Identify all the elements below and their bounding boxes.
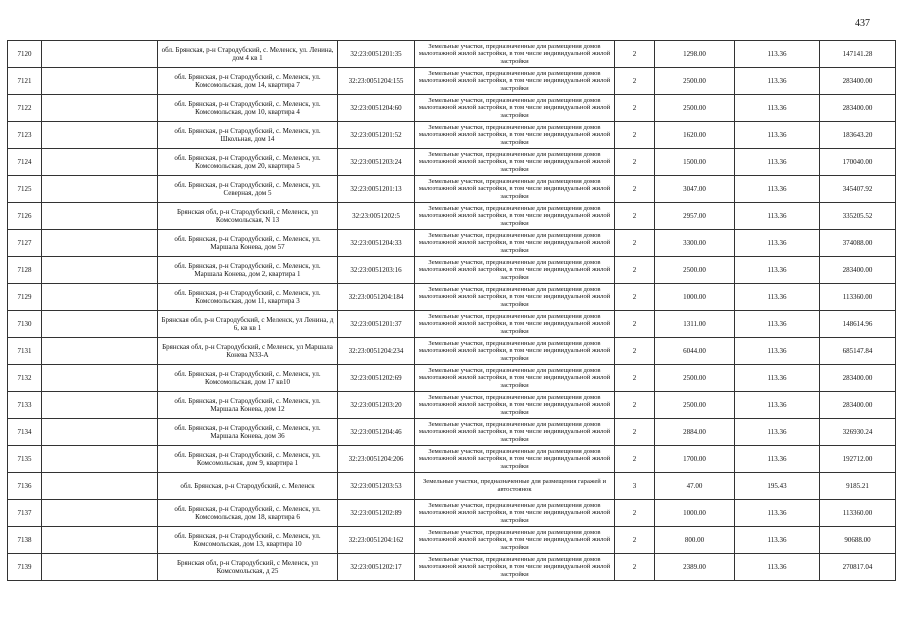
table-row: [8, 95, 896, 122]
address-cell: Брянская обл, р-н Стародубский, с Меленск, ул Маршала Конева N33-А: [158, 338, 338, 365]
cadastral-value-cell: 192712.00: [820, 446, 896, 473]
table-row: [8, 527, 896, 554]
use-category-cell: 2: [615, 419, 655, 446]
cadastral-number-cell: 32:23:0051204:206: [338, 446, 415, 473]
land-register-table: [7, 40, 896, 581]
cadastral-number-cell: 32:23:0051201:13: [338, 176, 415, 203]
address-cell: Брянская обл, р-н Стародубский, с Меленск, ул Комсомольская, N 13: [158, 203, 338, 230]
permitted-use-cell: Земельные участки, предназначенные для размещения гаражей и автостоянок: [415, 473, 615, 500]
use-category-cell: 2: [615, 149, 655, 176]
permitted-use-cell: Земельные участки, предназначенные для размещения домов малоэтажной жилой застройки, в том числе индивидуальной жилой застройки: [415, 554, 615, 581]
area-cell: 6044.00: [655, 338, 735, 365]
permitted-use-cell: Земельные участки, предназначенные для размещения домов малоэтажной жилой застройки, в том числе индивидуальной жилой застройки: [415, 230, 615, 257]
cadastral-value-cell: 170040.00: [820, 149, 896, 176]
cadastral-value-cell: 326930.24: [820, 419, 896, 446]
cadastral-number-cell: 32:23:0051202:5: [338, 203, 415, 230]
blank-cell: [42, 419, 158, 446]
row-number-cell: 7134: [8, 419, 42, 446]
row-number-cell: 7129: [8, 284, 42, 311]
address-cell: обл. Брянская, р-н Стародубский, с. Меленск, ул. Комсомольская, дом 17 кв10: [158, 365, 338, 392]
specific-value-cell: 113.36: [735, 257, 820, 284]
blank-cell: [42, 122, 158, 149]
specific-value-cell: 113.36: [735, 203, 820, 230]
permitted-use-cell: Земельные участки, предназначенные для размещения домов малоэтажной жилой застройки, в том числе индивидуальной жилой застройки: [415, 365, 615, 392]
area-cell: 1700.00: [655, 446, 735, 473]
row-number-cell: 7124: [8, 149, 42, 176]
cadastral-number-cell: 32:23:0051202:89: [338, 500, 415, 527]
use-category-cell: 2: [615, 257, 655, 284]
blank-cell: [42, 149, 158, 176]
table-row: [8, 122, 896, 149]
address-cell: обл. Брянская, р-н Стародубский, с. Меленск, ул. Комсомольская, дом 18, квартира 6: [158, 500, 338, 527]
cadastral-value-cell: 147141.28: [820, 41, 896, 68]
area-cell: 3047.00: [655, 176, 735, 203]
permitted-use-cell: Земельные участки, предназначенные для размещения домов малоэтажной жилой застройки, в том числе индивидуальной жилой застройки: [415, 419, 615, 446]
row-number-cell: 7120: [8, 41, 42, 68]
cadastral-value-cell: 283400.00: [820, 392, 896, 419]
area-cell: 2884.00: [655, 419, 735, 446]
area-cell: 1000.00: [655, 284, 735, 311]
use-category-cell: 2: [615, 554, 655, 581]
area-cell: 1620.00: [655, 122, 735, 149]
table-row: [8, 203, 896, 230]
area-cell: 2500.00: [655, 95, 735, 122]
area-cell: 1500.00: [655, 149, 735, 176]
cadastral-value-cell: 183643.20: [820, 122, 896, 149]
blank-cell: [42, 95, 158, 122]
blank-cell: [42, 203, 158, 230]
row-number-cell: 7127: [8, 230, 42, 257]
blank-cell: [42, 554, 158, 581]
blank-cell: [42, 41, 158, 68]
row-number-cell: 7131: [8, 338, 42, 365]
table-row: [8, 149, 896, 176]
permitted-use-cell: Земельные участки, предназначенные для размещения домов малоэтажной жилой застройки, в том числе индивидуальной жилой застройки: [415, 500, 615, 527]
specific-value-cell: 113.36: [735, 500, 820, 527]
row-number-cell: 7130: [8, 311, 42, 338]
table-row: [8, 257, 896, 284]
cadastral-value-cell: 335205.52: [820, 203, 896, 230]
use-category-cell: 2: [615, 311, 655, 338]
table-body: [8, 41, 896, 581]
blank-cell: [42, 257, 158, 284]
cadastral-value-cell: 90688.00: [820, 527, 896, 554]
row-number-cell: 7136: [8, 473, 42, 500]
use-category-cell: 2: [615, 203, 655, 230]
cadastral-number-cell: 32:23:0051203:20: [338, 392, 415, 419]
row-number-cell: 7123: [8, 122, 42, 149]
blank-cell: [42, 500, 158, 527]
row-number-cell: 7126: [8, 203, 42, 230]
address-cell: обл. Брянская, р-н Стародубский, с. Меленск, ул. Комсомольская, дом 10, квартира 4: [158, 95, 338, 122]
address-cell: обл. Брянская, р-н Стародубский, с. Меленск, ул. Маршала Конева, дом 2, квартира 1: [158, 257, 338, 284]
cadastral-number-cell: 32:23:0051204:46: [338, 419, 415, 446]
address-cell: обл. Брянская, р-н Стародубский, с. Меленск, ул. Комсомольская, дом 13, квартира 10: [158, 527, 338, 554]
specific-value-cell: 113.36: [735, 554, 820, 581]
cadastral-number-cell: 32:23:0051202:17: [338, 554, 415, 581]
cadastral-value-cell: 374088.00: [820, 230, 896, 257]
blank-cell: [42, 392, 158, 419]
use-category-cell: 2: [615, 500, 655, 527]
area-cell: 2500.00: [655, 68, 735, 95]
permitted-use-cell: Земельные участки, предназначенные для размещения домов малоэтажной жилой застройки, в том числе индивидуальной жилой застройки: [415, 203, 615, 230]
permitted-use-cell: Земельные участки, предназначенные для размещения домов малоэтажной жилой застройки, в том числе индивидуальной жилой застройки: [415, 95, 615, 122]
table-row: [8, 68, 896, 95]
table-row: [8, 365, 896, 392]
permitted-use-cell: Земельные участки, предназначенные для размещения домов малоэтажной жилой застройки, в том числе индивидуальной жилой застройки: [415, 122, 615, 149]
specific-value-cell: 113.36: [735, 41, 820, 68]
permitted-use-cell: Земельные участки, предназначенные для размещения домов малоэтажной жилой застройки, в том числе индивидуальной жилой застройки: [415, 284, 615, 311]
permitted-use-cell: Земельные участки, предназначенные для размещения домов малоэтажной жилой застройки, в том числе индивидуальной жилой застройки: [415, 392, 615, 419]
row-number-cell: 7132: [8, 365, 42, 392]
address-cell: обл. Брянская, р-н Стародубский, с. Меленск, ул. Маршала Конева, дом 36: [158, 419, 338, 446]
table-row: [8, 446, 896, 473]
blank-cell: [42, 338, 158, 365]
cadastral-number-cell: 32:23:0051204:184: [338, 284, 415, 311]
address-cell: Брянская обл, р-н Стародубский, с Меленск, ул Комсомольская, д 25: [158, 554, 338, 581]
specific-value-cell: 113.36: [735, 122, 820, 149]
specific-value-cell: 113.36: [735, 284, 820, 311]
address-cell: обл. Брянская, р-н Стародубский, с. Меленск, ул. Комсомольская, дом 11, квартира 3: [158, 284, 338, 311]
blank-cell: [42, 473, 158, 500]
use-category-cell: 2: [615, 392, 655, 419]
use-category-cell: 2: [615, 284, 655, 311]
cadastral-number-cell: 32:23:0051204:33: [338, 230, 415, 257]
address-cell: обл. Брянская, р-н Стародубский, с. Меленск, ул. Маршала Конева, дом 12: [158, 392, 338, 419]
table-row: [8, 230, 896, 257]
row-number-cell: 7135: [8, 446, 42, 473]
permitted-use-cell: Земельные участки, предназначенные для размещения домов малоэтажной жилой застройки, в том числе индивидуальной жилой застройки: [415, 446, 615, 473]
table-row: [8, 419, 896, 446]
address-cell: обл. Брянская, р-н Стародубский, с. Меленск, ул. Ленина, дом 4 кв 1: [158, 41, 338, 68]
area-cell: 47.00: [655, 473, 735, 500]
row-number-cell: 7128: [8, 257, 42, 284]
area-cell: 1298.00: [655, 41, 735, 68]
specific-value-cell: 113.36: [735, 446, 820, 473]
cadastral-value-cell: 283400.00: [820, 257, 896, 284]
use-category-cell: 2: [615, 68, 655, 95]
permitted-use-cell: Земельные участки, предназначенные для размещения домов малоэтажной жилой застройки, в том числе индивидуальной жилой застройки: [415, 41, 615, 68]
use-category-cell: 2: [615, 338, 655, 365]
row-number-cell: 7125: [8, 176, 42, 203]
cadastral-number-cell: 32:23:0051204:155: [338, 68, 415, 95]
cadastral-value-cell: 283400.00: [820, 365, 896, 392]
address-cell: обл. Брянская, р-н Стародубский, с. Меленск, ул. Школьная, дом 14: [158, 122, 338, 149]
permitted-use-cell: Земельные участки, предназначенные для размещения домов малоэтажной жилой застройки, в том числе индивидуальной жилой застройки: [415, 68, 615, 95]
blank-cell: [42, 176, 158, 203]
specific-value-cell: 113.36: [735, 311, 820, 338]
specific-value-cell: 113.36: [735, 419, 820, 446]
blank-cell: [42, 284, 158, 311]
area-cell: 2500.00: [655, 365, 735, 392]
use-category-cell: 3: [615, 473, 655, 500]
table-row: [8, 392, 896, 419]
use-category-cell: 2: [615, 365, 655, 392]
table-row: [8, 41, 896, 68]
permitted-use-cell: Земельные участки, предназначенные для размещения домов малоэтажной жилой застройки, в том числе индивидуальной жилой застройки: [415, 149, 615, 176]
specific-value-cell: 113.36: [735, 338, 820, 365]
address-cell: обл. Брянская, р-н Стародубский, с. Меленск, ул. Северная, дом 5: [158, 176, 338, 203]
use-category-cell: 2: [615, 95, 655, 122]
table-row: [8, 338, 896, 365]
use-category-cell: 2: [615, 446, 655, 473]
page-number: 437: [855, 18, 870, 29]
cadastral-number-cell: 32:23:0051201:35: [338, 41, 415, 68]
area-cell: 1311.00: [655, 311, 735, 338]
permitted-use-cell: Земельные участки, предназначенные для размещения домов малоэтажной жилой застройки, в том числе индивидуальной жилой застройки: [415, 311, 615, 338]
table-row: [8, 311, 896, 338]
cadastral-number-cell: 32:23:0051203:24: [338, 149, 415, 176]
cadastral-value-cell: 270817.04: [820, 554, 896, 581]
cadastral-value-cell: 113360.00: [820, 284, 896, 311]
row-number-cell: 7138: [8, 527, 42, 554]
address-cell: обл. Брянская, р-н Стародубский, с. Меленск, ул. Маршала Конева, дом 57: [158, 230, 338, 257]
address-cell: обл. Брянская, р-н Стародубский, с. Меленск, ул. Комсомольская, дом 9, квартира 1: [158, 446, 338, 473]
table-row: [8, 500, 896, 527]
cadastral-number-cell: 32:23:0051204:234: [338, 338, 415, 365]
area-cell: 2389.00: [655, 554, 735, 581]
row-number-cell: 7137: [8, 500, 42, 527]
cadastral-number-cell: 32:23:0051204:162: [338, 527, 415, 554]
blank-cell: [42, 311, 158, 338]
area-cell: 2957.00: [655, 203, 735, 230]
row-number-cell: 7121: [8, 68, 42, 95]
specific-value-cell: 113.36: [735, 365, 820, 392]
cadastral-number-cell: 32:23:0051201:52: [338, 122, 415, 149]
table-row: [8, 554, 896, 581]
address-cell: обл. Брянская, р-н Стародубский, с. Меленск, ул. Комсомольская, дом 14, квартира 7: [158, 68, 338, 95]
row-number-cell: 7122: [8, 95, 42, 122]
cadastral-number-cell: 32:23:0051201:37: [338, 311, 415, 338]
area-cell: 3300.00: [655, 230, 735, 257]
cadastral-number-cell: 32:23:0051203:53: [338, 473, 415, 500]
specific-value-cell: 113.36: [735, 149, 820, 176]
table-row: [8, 284, 896, 311]
area-cell: 800.00: [655, 527, 735, 554]
cadastral-number-cell: 32:23:0051204:60: [338, 95, 415, 122]
blank-cell: [42, 365, 158, 392]
row-number-cell: 7133: [8, 392, 42, 419]
table-row: [8, 176, 896, 203]
permitted-use-cell: Земельные участки, предназначенные для размещения домов малоэтажной жилой застройки, в том числе индивидуальной жилой застройки: [415, 176, 615, 203]
cadastral-value-cell: 148614.96: [820, 311, 896, 338]
address-cell: обл. Брянская, р-н Стародубский, с. Меленск: [158, 473, 338, 500]
address-cell: обл. Брянская, р-н Стародубский, с. Меленск, ул. Комсомольская, дом 20, квартира 5: [158, 149, 338, 176]
cadastral-value-cell: 345407.92: [820, 176, 896, 203]
cadastral-value-cell: 9185.21: [820, 473, 896, 500]
cadastral-value-cell: 283400.00: [820, 95, 896, 122]
specific-value-cell: 113.36: [735, 68, 820, 95]
blank-cell: [42, 527, 158, 554]
use-category-cell: 2: [615, 176, 655, 203]
specific-value-cell: 113.36: [735, 230, 820, 257]
cadastral-value-cell: 113360.00: [820, 500, 896, 527]
use-category-cell: 2: [615, 230, 655, 257]
use-category-cell: 2: [615, 527, 655, 554]
cadastral-value-cell: 685147.84: [820, 338, 896, 365]
cadastral-value-cell: 283400.00: [820, 68, 896, 95]
blank-cell: [42, 68, 158, 95]
cadastral-number-cell: 32:23:0051203:16: [338, 257, 415, 284]
specific-value-cell: 113.36: [735, 392, 820, 419]
area-cell: 1000.00: [655, 500, 735, 527]
use-category-cell: 2: [615, 122, 655, 149]
blank-cell: [42, 446, 158, 473]
address-cell: Брянская обл, р-н Стародубский, с Меленск, ул Ленина, д 6, кв кв 1: [158, 311, 338, 338]
permitted-use-cell: Земельные участки, предназначенные для размещения домов малоэтажной жилой застройки, в том числе индивидуальной жилой застройки: [415, 257, 615, 284]
permitted-use-cell: Земельные участки, предназначенные для размещения домов малоэтажной жилой застройки, в том числе индивидуальной жилой застройки: [415, 338, 615, 365]
area-cell: 2500.00: [655, 392, 735, 419]
table-row: [8, 473, 896, 500]
specific-value-cell: 113.36: [735, 176, 820, 203]
specific-value-cell: 113.36: [735, 527, 820, 554]
specific-value-cell: 195.43: [735, 473, 820, 500]
use-category-cell: 2: [615, 41, 655, 68]
area-cell: 2500.00: [655, 257, 735, 284]
specific-value-cell: 113.36: [735, 95, 820, 122]
permitted-use-cell: Земельные участки, предназначенные для размещения домов малоэтажной жилой застройки, в том числе индивидуальной жилой застройки: [415, 527, 615, 554]
blank-cell: [42, 230, 158, 257]
row-number-cell: 7139: [8, 554, 42, 581]
cadastral-number-cell: 32:23:0051202:69: [338, 365, 415, 392]
